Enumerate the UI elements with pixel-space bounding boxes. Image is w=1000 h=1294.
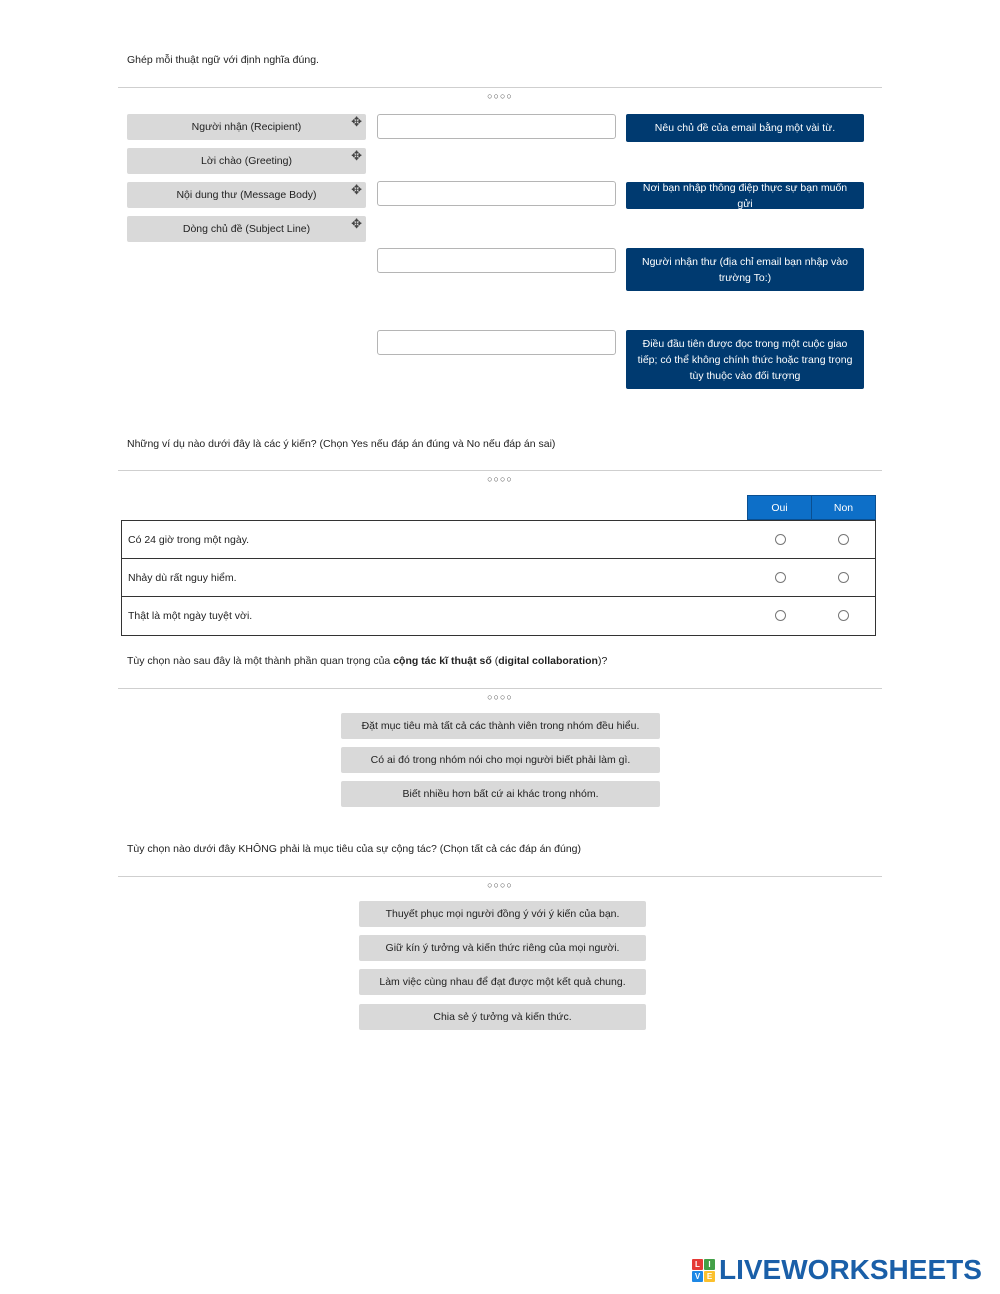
question-4-title: Tùy chọn nào dưới đây KHÔNG phải là mục tiêu của sự cộng tác? (Chọn tất cả các đáp án đúng) bbox=[127, 843, 582, 855]
radio-no[interactable] bbox=[838, 610, 849, 621]
definition-text: Người nhận thư (địa chỉ email bạn nhập vào trường To:) bbox=[642, 255, 848, 284]
term-recipient[interactable] bbox=[127, 114, 366, 140]
radio-no[interactable] bbox=[838, 572, 849, 583]
term-label: Dòng chủ đề (Subject Line) bbox=[182, 223, 311, 235]
logo-letter: L bbox=[692, 1259, 703, 1270]
term-subject-line[interactable] bbox=[127, 216, 366, 242]
option-button[interactable]: Biết nhiều hơn bất cứ ai khác trong nhóm. bbox=[341, 781, 660, 807]
definition-4 bbox=[626, 330, 864, 389]
logo-letter: E bbox=[704, 1271, 715, 1282]
title-text: ( bbox=[491, 655, 499, 667]
column-header-yes: Oui bbox=[747, 495, 812, 520]
logo-letter: I bbox=[704, 1259, 715, 1270]
option-button[interactable]: Có ai đó trong nhóm nói cho mọi người biết phải làm gì. bbox=[341, 747, 660, 773]
drag-handle-icon[interactable]: ✥ bbox=[351, 114, 362, 129]
question-4-pager-dots: ○○○○ bbox=[487, 880, 513, 890]
title-text: )? bbox=[597, 655, 608, 667]
option-button[interactable]: Làm việc cùng nhau để đạt được một kết quả chung. bbox=[359, 969, 646, 995]
question-1-separator bbox=[118, 87, 882, 88]
question-3-pager-dots: ○○○○ bbox=[487, 692, 513, 702]
option-button[interactable]: Chia sẻ ý tưởng và kiến thức. bbox=[359, 1004, 646, 1030]
option-button[interactable]: Giữ kín ý tưởng và kiến thức riêng của mọi người. bbox=[359, 935, 646, 961]
definition-text: Nêu chủ đề của email bằng một vài từ. bbox=[654, 122, 836, 134]
opinion-table bbox=[121, 520, 876, 636]
question-3-separator bbox=[118, 688, 882, 689]
definition-2 bbox=[626, 182, 864, 209]
option-button[interactable]: Đặt mục tiêu mà tất cả các thành viên trong nhóm đều hiểu. bbox=[341, 713, 660, 739]
title-bold-term: digital collaboration bbox=[498, 655, 598, 667]
row-statement: Thật là một ngày tuyệt vời. bbox=[128, 610, 253, 622]
drag-handle-icon[interactable]: ✥ bbox=[351, 148, 362, 163]
term-label: Nội dung thư (Message Body) bbox=[176, 189, 317, 201]
definition-text: Nơi bạn nhập thông điệp thực sự bạn muốn gửi bbox=[642, 181, 848, 210]
logo-text: LIVEWORKSHEETS bbox=[719, 1254, 982, 1285]
drop-zone-3[interactable] bbox=[377, 248, 616, 273]
question-2-pager-dots: ○○○○ bbox=[487, 474, 513, 484]
radio-yes[interactable] bbox=[775, 572, 786, 583]
column-header-no: Non bbox=[811, 495, 876, 520]
term-label: Lời chào (Greeting) bbox=[201, 155, 292, 167]
term-greeting[interactable] bbox=[127, 148, 366, 174]
definition-1 bbox=[626, 114, 864, 142]
term-label: Người nhận (Recipient) bbox=[191, 121, 302, 133]
question-3-title bbox=[127, 655, 607, 667]
logo-letter: V bbox=[692, 1271, 703, 1282]
liveworksheets-logo bbox=[692, 1255, 982, 1285]
definition-3 bbox=[626, 248, 864, 291]
table-row bbox=[122, 559, 875, 597]
question-1-pager-dots: ○○○○ bbox=[487, 91, 513, 101]
row-statement: Có 24 giờ trong một ngày. bbox=[128, 534, 250, 546]
question-4-separator bbox=[118, 876, 882, 877]
question-2-title: Những ví dụ nào dưới đây là các ý kiến? (Chọn Yes nếu đáp án đúng và No nếu đáp án sai) bbox=[127, 438, 556, 450]
title-bold-term: cộng tác kĩ thuật số bbox=[393, 655, 492, 667]
table-row bbox=[122, 597, 875, 635]
drop-zone-1[interactable] bbox=[377, 114, 616, 139]
definition-text: Điều đầu tiên được đọc trong một cuộc giao tiếp; có thể không chính thức hoặc trang trọng tùy thuộc vào đối tượng bbox=[637, 337, 853, 382]
option-button[interactable]: Thuyết phục mọi người đồng ý với ý kiến của bạn. bbox=[359, 901, 646, 927]
drop-zone-4[interactable] bbox=[377, 330, 616, 355]
radio-yes[interactable] bbox=[775, 610, 786, 621]
radio-yes[interactable] bbox=[775, 534, 786, 545]
question-1-title: Ghép mỗi thuật ngữ với định nghĩa đúng. bbox=[127, 54, 319, 66]
drag-handle-icon[interactable]: ✥ bbox=[351, 216, 362, 231]
title-text: Tùy chọn nào sau đây là một thành phần quan trọng của bbox=[127, 655, 394, 667]
drag-handle-icon[interactable]: ✥ bbox=[351, 182, 362, 197]
radio-no[interactable] bbox=[838, 534, 849, 545]
drop-zone-2[interactable] bbox=[377, 181, 616, 206]
row-statement: Nhảy dù rất nguy hiểm. bbox=[128, 572, 237, 584]
question-2-separator bbox=[118, 470, 882, 471]
table-row bbox=[122, 521, 875, 559]
logo-icon bbox=[692, 1259, 715, 1282]
term-message-body[interactable] bbox=[127, 182, 366, 208]
